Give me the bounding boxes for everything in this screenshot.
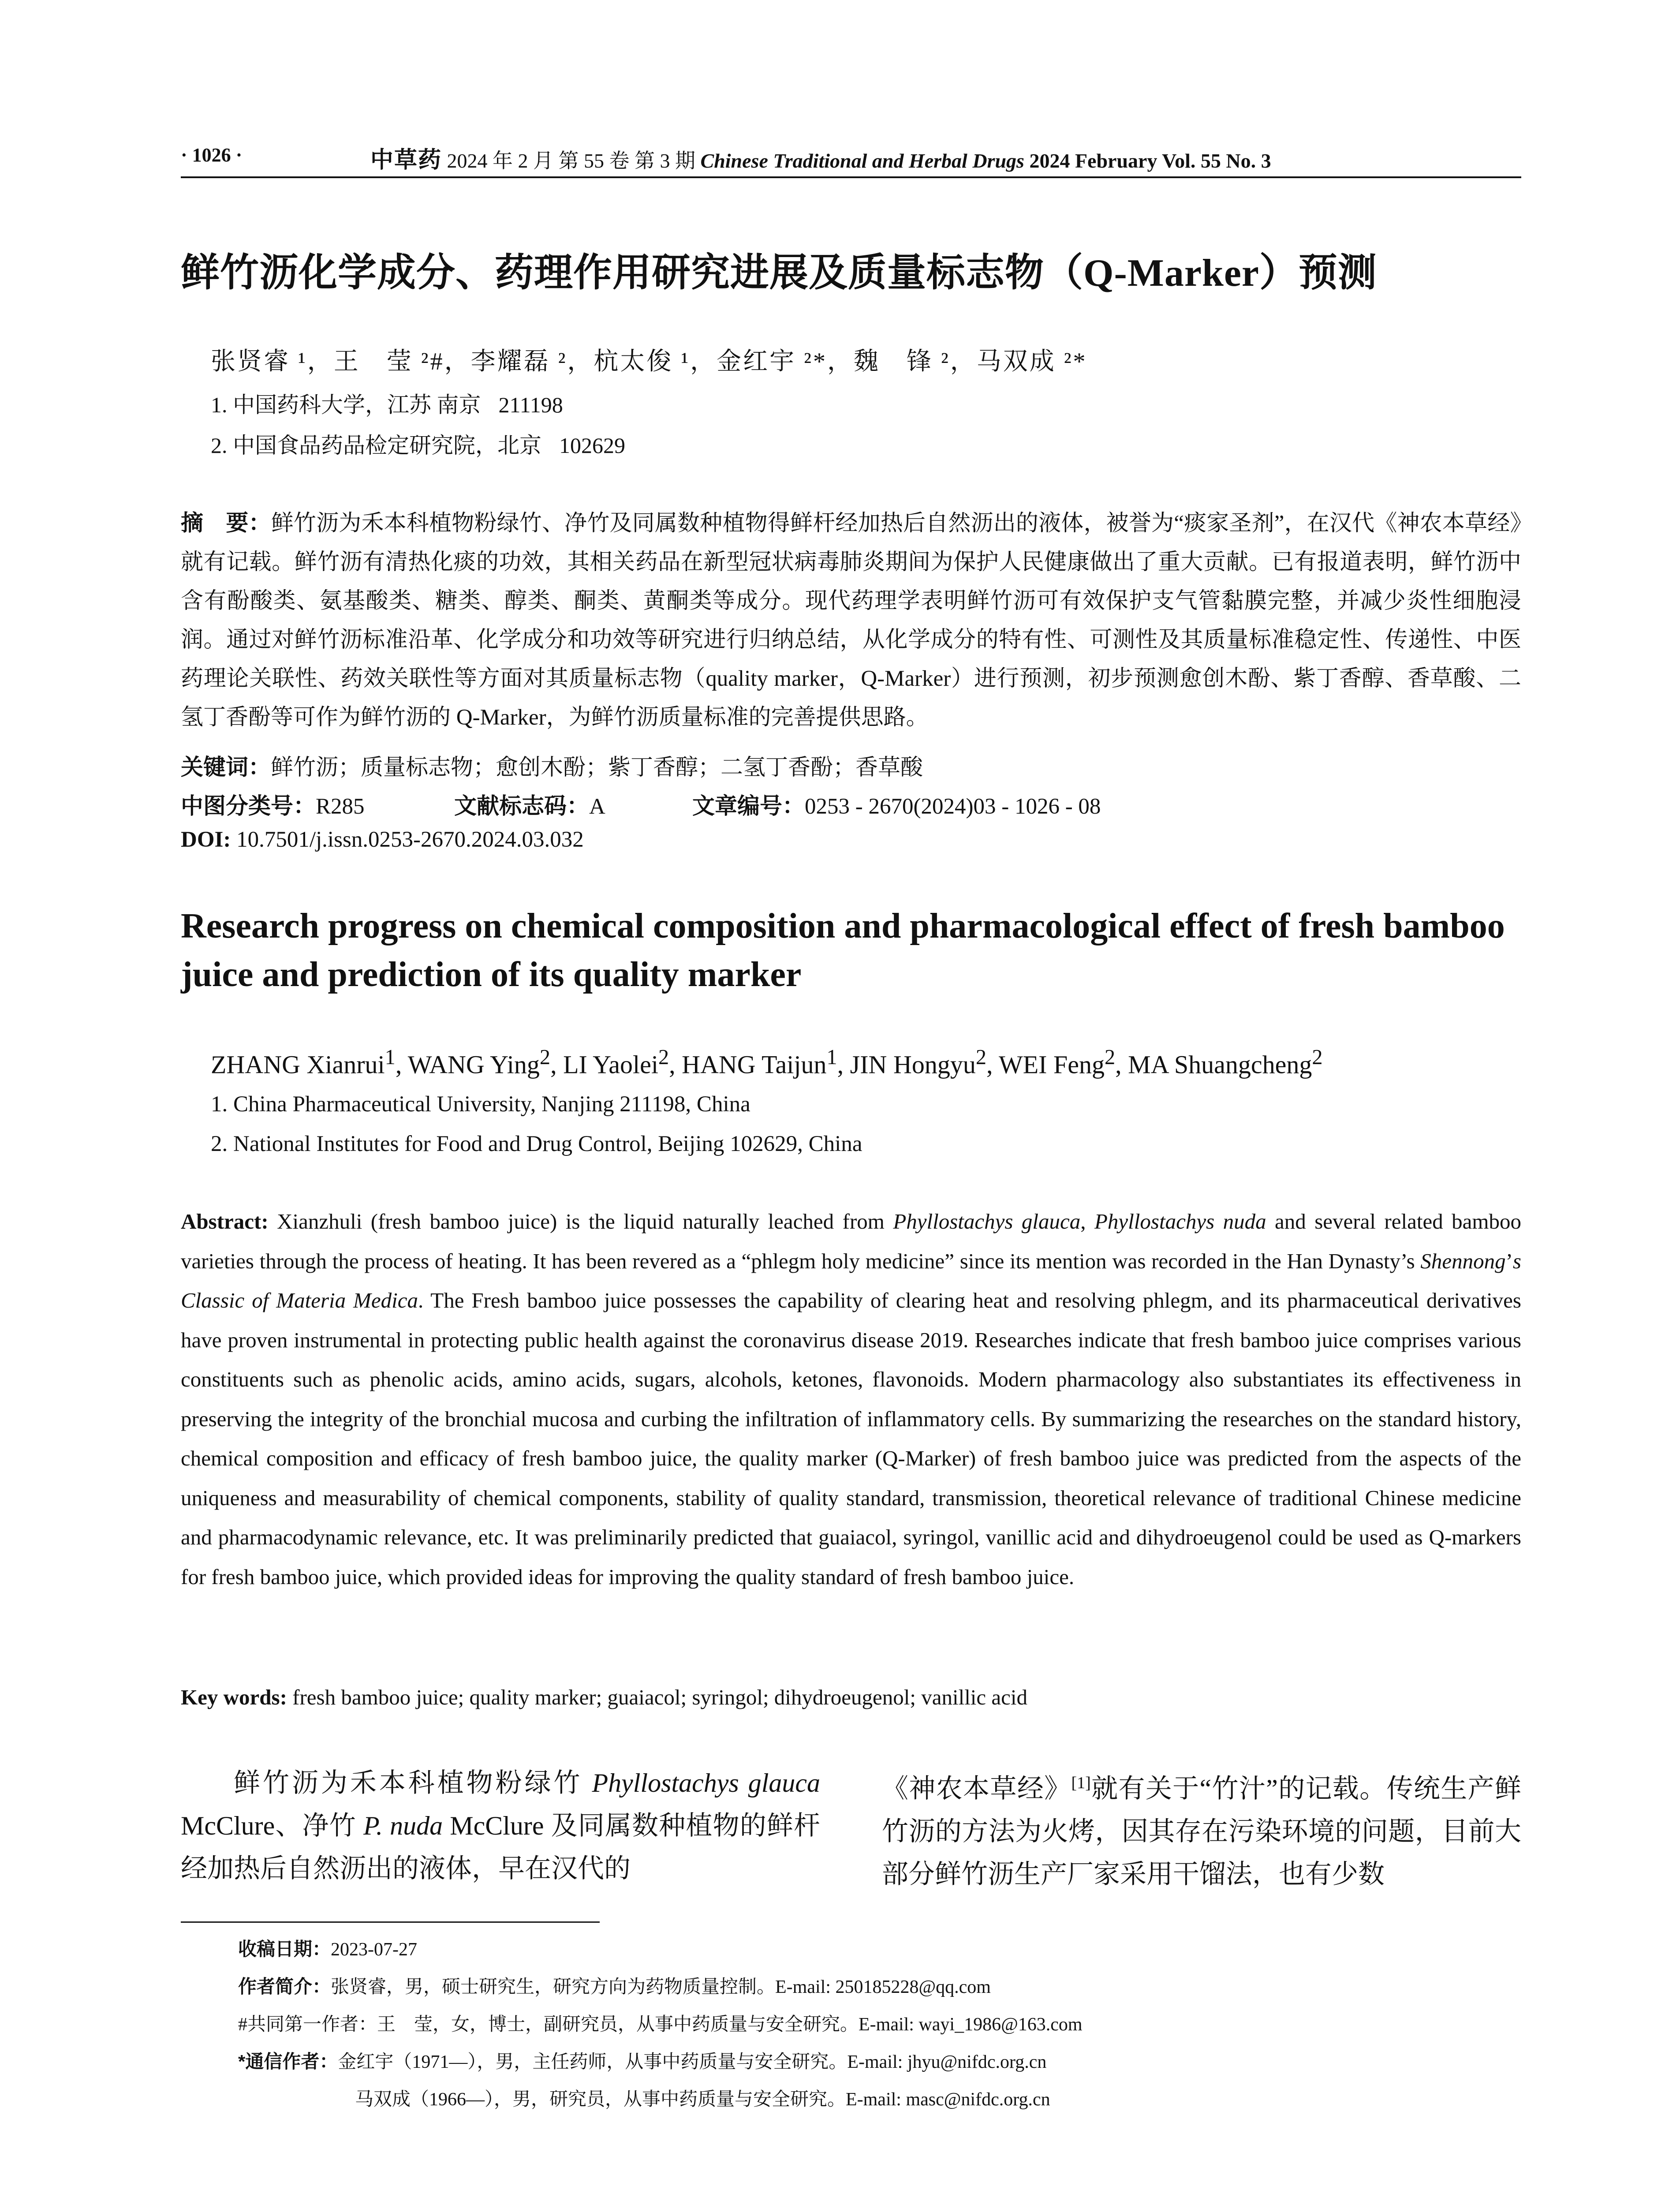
issue-cn: 2024 年 2 月 第 55 卷 第 3 期 — [442, 149, 701, 172]
page-number: · 1026 · — [181, 144, 243, 166]
header-rule — [181, 176, 1521, 178]
en-keywords-text: fresh bamboo juice; quality marker; guaiacol; syringol; dihydroeugenol; vanillic acid — [287, 1685, 1028, 1709]
cn-affiliation-1 — [211, 387, 563, 419]
journal-title-line — [370, 141, 1271, 174]
cn-abstract-text: 鲜竹沥为禾本科植物粉绿竹、净竹及同属数种植物得鲜杆经加热后自然沥出的液体，被誉为“痰家圣剂”，在汉代《神农本草经》就有记载。鲜竹沥有清热化痰的功效，其相关药品在新型冠状病毒肺炎期间为保护人民健康做出了重大贡献。已有报道表明，鲜竹沥中含有酚酸类、氨基酸类、糖类、醇类、酮类、黄酮类等成分。现代药理学表明鲜竹沥可有效保护支气管黏膜完整，并减少炎性细胞浸润。通过对鲜竹沥标准沿革、化学成分和功效等研究进行归纳总结，从化学成分的特有性、可测性及其质量标准稳定性、传递性、中医药理论关联性、药效关联性等方面对其质量标志物（quality marker，Q-Marker）进行预测，初步预测愈创木酚、紫丁香醇、香草酸、二氢丁香酚等可作为鲜竹沥的 Q-Marker，为鲜竹沥质量标准的完善提供思路。 — [181, 511, 1521, 730]
clc-value: R285 — [316, 794, 365, 819]
en-keywords — [181, 1685, 1027, 1710]
body-text: 《神农本草经》 — [882, 1774, 1071, 1803]
en-author-list: ZHANG Xianrui$^1$, WANG Ying$^2$, LI Yaolei$^2$, HANG Taijun$^1$, JIN Hongyu$^2$, WEI Feng$^2$, MA Shuangcheng$^2$ — [211, 1046, 1323, 1079]
book-title: Shennong — [1420, 1248, 1506, 1273]
cn-keywords-text: 鲜竹沥；质量标志物；愈创木酚；紫丁香醇；二氢丁香酚；香草酸 — [271, 755, 923, 780]
bio-text: 张贤睿，男，硕士研究生，研究方向为药物质量控制。E-mail: 250185228@qq.com — [331, 1977, 991, 1997]
en-author: HANG Taijun — [682, 1050, 827, 1079]
footnote-corresponding-2: 马双成（1966—），男，研究员，从事中药质量与安全研究。E-mail: masc@nifdc.org.cn — [355, 2089, 1050, 2110]
corr-text: 金红宇（1971—），男，主任药师，从事中药质量与安全研究。E-mail: jhyu@nifdc.org.cn — [338, 2052, 1047, 2072]
en-abstract-label: Abstract: — [181, 1209, 269, 1233]
en-author: ZHANG Xianrui — [211, 1050, 385, 1079]
doi-line — [181, 827, 584, 852]
en-author: MA Shuangcheng — [1128, 1050, 1312, 1079]
en-abstract-text: . The Fresh bamboo juice possesses the capability of clearing heat and resolving phlegm, and its pharmaceutical derivatives have proven instrumental in protecting public health against the coronavirus disease 2019. Researches indicate that fresh bamboo juice comprises various constituents such as phenolic acids, amino acids, sugars, alcohols, ketones, flavonoids. Modern pharmacology also substantiates its effectiveness in preserving the integrity of the bronchial mucosa and curbing the infiltration of inflammatory cells. By summarizing the researches on the standard history, chemical composition and efficacy of fresh bamboo juice, the quality marker (Q-Marker) of fresh bamboo juice was predicted from the aspects of the uniqueness and measurability of chemical components, stability of quality standard, transmission, theoretical relevance of traditional Chinese medicine and pharmacodynamic relevance, etc. It was preliminarily predicted that guaiacol, syringol, vanillic acid and dihydroeugenol could be used as Q-markers for fresh bamboo juice, which provided ideas for improving the quality standard of fresh bamboo juice. — [181, 1288, 1521, 1589]
cn-affiliation-code: 102629 — [559, 433, 625, 458]
article-number-label: 文章编号： — [692, 793, 805, 818]
cn-affiliation-2 — [211, 428, 625, 460]
en-author: JIN Hongyu — [850, 1050, 976, 1079]
cn-title: 鲜竹沥化学成分、药理作用研究进展及质量标志物（Q-Marker）预测 — [181, 252, 1377, 295]
en-affiliation-2: 2. National Institutes for Food and Drug Control, Beijing 102629, China — [211, 1132, 862, 1156]
en-title: Research progress on chemical composition and pharmacological effect of fresh bamboo juice and prediction of its quality marker — [181, 907, 1505, 994]
cn-author-list: 张贤睿 ¹，王 莹 ²#，李耀磊 ²，杭太俊 ¹，金红宇 ²*，魏 锋 ²，马双成 ²* — [211, 348, 1087, 375]
issue-en: 2024 February Vol. 55 No. 3 — [1024, 149, 1271, 172]
doc-code-field — [454, 788, 692, 820]
running-header — [181, 140, 1521, 174]
journal-name-cn: 中草药 — [370, 148, 442, 173]
received-label: 收稿日期： — [238, 1939, 331, 1959]
citation-ref[interactable]: [1] — [1071, 1774, 1091, 1792]
en-author: WANG Ying — [407, 1050, 540, 1079]
en-author: LI Yaolei — [563, 1050, 658, 1079]
en-author-sup: 1 — [385, 1046, 396, 1069]
en-author-sup: 2 — [975, 1046, 987, 1069]
cn-affiliation-name: 1. 中国药科大学，江苏 南京 — [211, 392, 481, 417]
en-abstract-text: ’ — [1505, 1248, 1513, 1273]
doc-code-label: 文献标志码： — [454, 793, 590, 818]
body-column-right — [882, 1762, 1521, 1896]
doi-value[interactable]: 10.7501/j.issn.0253-2670.2024.03.032 — [231, 827, 584, 852]
cn-abstract — [181, 504, 1521, 737]
body-text: McClure、净竹 — [181, 1811, 364, 1840]
en-author-sup: 2 — [539, 1046, 551, 1069]
doi-label: DOI: — [181, 827, 231, 852]
footnote-cofirst-author: #共同第一作者：王 莹，女，博士，副研究员，从事中药质量与安全研究。E-mail: wayi_1986@163.com — [238, 2014, 1083, 2035]
en-abstract-text: and several related bamboo varieties through the process of heating. It has been revered as a “phlegm holy medicine” since its mention was recorded in the Han Dynasty’s — [181, 1209, 1522, 1273]
clc-field — [181, 788, 454, 820]
journal-name-en: Chinese Traditional and Herbal Drugs — [700, 149, 1024, 172]
cn-abstract-label: 摘 要： — [181, 510, 271, 535]
doc-code-value: A — [589, 794, 605, 819]
footnote-received — [238, 1935, 417, 1961]
article-number-field — [692, 788, 1101, 820]
en-author-sup: 2 — [1104, 1046, 1116, 1069]
book-title: s Classic of Materia Medica — [181, 1248, 1521, 1312]
body-text: 鲜竹沥为禾本科植物粉绿竹 — [234, 1768, 592, 1798]
en-author-sup: 1 — [826, 1046, 837, 1069]
footnote-corresponding — [238, 2047, 1046, 2074]
cn-keywords-label: 关键词： — [181, 755, 271, 780]
species-name: P. nuda — [363, 1811, 443, 1840]
en-abstract-text: , — [1080, 1209, 1094, 1233]
en-abstract-text: Xianzhuli (fresh bamboo juice) is the liquid naturally leached from — [268, 1209, 893, 1233]
cn-affiliation-name: 2. 中国食品药品检定研究院，北京 — [211, 433, 541, 458]
en-affiliation-1: 1. China Pharmaceutical University, Nanjing 211198, China — [211, 1092, 750, 1117]
en-keywords-label: Key words: — [181, 1685, 287, 1709]
received-date: 2023-07-27 — [331, 1940, 417, 1960]
footnote-author-bio — [238, 1972, 991, 1999]
species-name: Phyllostachys glauca — [592, 1768, 820, 1798]
en-author-sup: 2 — [1312, 1046, 1323, 1069]
en-abstract — [181, 1202, 1521, 1596]
species-name: Phyllostachys glauca — [893, 1209, 1081, 1233]
species-name: Phyllostachys nuda — [1094, 1209, 1266, 1233]
clc-label: 中图分类号： — [181, 793, 316, 818]
body-text: McClure 及同属数种植物的鲜杆经加热后自然沥出的液体，早在汉代的 — [181, 1811, 821, 1883]
corr-label: *通信作者： — [238, 2051, 338, 2072]
body-text: 就有关于“竹汁”的记载。传统生产鲜竹沥的方法为火烤，因其存在污染环境的问题，目前大部分鲜竹沥生产厂家采用干馏法，也有少数 — [882, 1774, 1522, 1889]
en-author-sup: 2 — [658, 1046, 669, 1069]
bio-label: 作者简介： — [238, 1976, 331, 1997]
cn-keywords — [181, 749, 923, 781]
article-number-value: 0253 - 2670(2024)03 - 1026 - 08 — [805, 794, 1101, 819]
en-author: WEI Feng — [998, 1050, 1105, 1079]
body-column-left — [181, 1762, 820, 1890]
cn-affiliation-code: 211198 — [498, 392, 563, 417]
classification-line — [181, 788, 1101, 820]
footnote-rule — [181, 1921, 600, 1923]
